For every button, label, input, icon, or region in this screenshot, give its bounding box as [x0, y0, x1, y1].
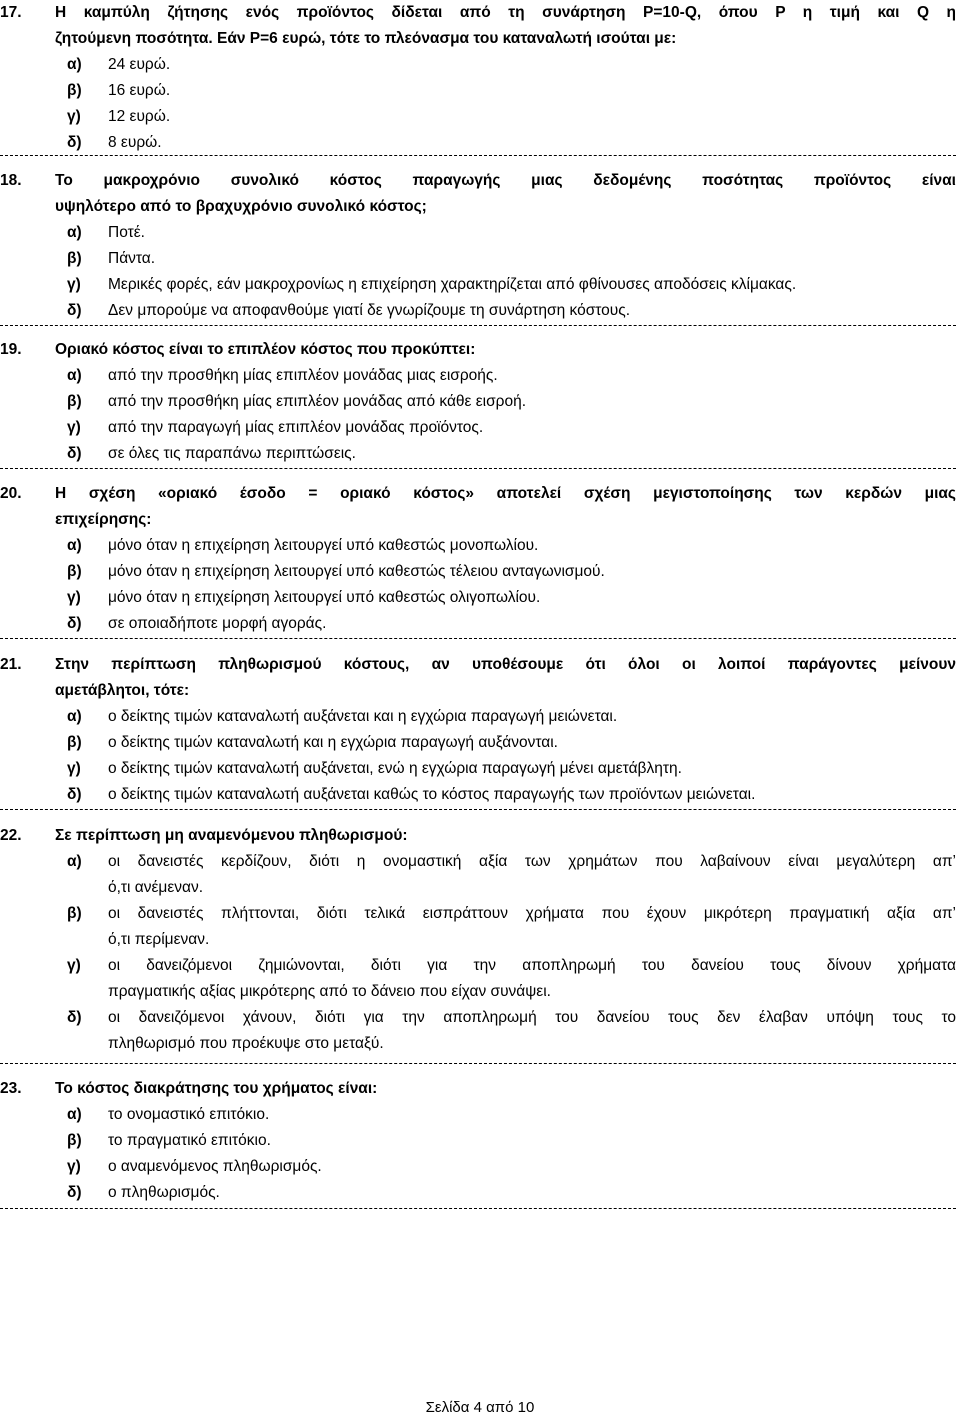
dashed-divider — [0, 1063, 956, 1064]
question-number: 18. — [0, 172, 22, 189]
answer-label: α) — [67, 1106, 82, 1123]
answer-text: Ποτέ. — [108, 224, 145, 241]
question-stem: Σε περίπτωση μη αναμενόμενου πληθωρισμού: — [55, 827, 408, 844]
answer-label: γ) — [67, 589, 81, 606]
answer-label: γ) — [67, 419, 81, 436]
answer-label: γ) — [67, 108, 81, 125]
answer-label: δ) — [67, 1009, 82, 1026]
answer-text: το ονομαστικό επιτόκιο. — [108, 1106, 270, 1123]
answer-label: δ) — [67, 302, 82, 319]
answer-option — [0, 1005, 960, 1057]
answer-label: β) — [67, 250, 82, 267]
answer-option — [0, 1128, 960, 1154]
answer-option — [0, 849, 960, 901]
question-stem-continued: ζητούμενη ποσότητα. Εάν P=6 ευρώ, τότε το πλεόνασμα του καταναλωτή ισούται με: — [55, 30, 677, 47]
answer-option — [0, 559, 960, 585]
answer-option — [0, 730, 960, 756]
answer-text: ο δείκτης τιμών καταναλωτή αυξάνεται καθώς το κόστος παραγωγής των προϊόντων μειώνεται. — [108, 786, 756, 803]
answer-text-continued: ό,τι περίμεναν. — [108, 931, 210, 948]
dashed-divider — [0, 1208, 956, 1209]
question-23 — [0, 1076, 960, 1206]
answer-text: οι δανειζόμενοι ζημιώνονται, διότι για την αποπληρωμή του δανείου τους δίνουν χρήματα — [108, 957, 956, 974]
answer-label: α) — [67, 708, 82, 725]
answer-label: β) — [67, 82, 82, 99]
answer-label: γ) — [67, 1158, 81, 1175]
question-number: 19. — [0, 341, 22, 358]
answer-text: από την προσθήκη μίας επιπλέον μονάδας μιας εισροής. — [108, 367, 498, 384]
answer-option — [0, 415, 960, 441]
answer-option — [0, 901, 960, 953]
answer-label: γ) — [67, 957, 81, 974]
answer-text: το πραγματικό επιτόκιο. — [108, 1132, 271, 1149]
answer-text: 16 ευρώ. — [108, 82, 171, 99]
answer-option — [0, 246, 960, 272]
answer-option — [0, 78, 960, 104]
answer-text: ο πληθωρισμός. — [108, 1184, 220, 1201]
dashed-divider — [0, 155, 956, 156]
answer-text: σε οποιαδήποτε μορφή αγοράς. — [108, 615, 327, 632]
question-20 — [0, 481, 960, 637]
answer-text: ο δείκτης τιμών καταναλωτή αυξάνεται, ενώ η εγχώρια παραγωγή μένει αμετάβλητη. — [108, 760, 682, 777]
answer-text: Πάντα. — [108, 250, 156, 267]
answer-label: δ) — [67, 615, 82, 632]
answer-text: μόνο όταν η επιχείρηση λειτουργεί υπό καθεστώς μονοπωλίου. — [108, 537, 539, 554]
answer-text: μόνο όταν η επιχείρηση λειτουργεί υπό καθεστώς ολιγοπωλίου. — [108, 589, 541, 606]
answer-label: α) — [67, 853, 82, 870]
question-number: 17. — [0, 4, 22, 21]
question-number: 22. — [0, 827, 22, 844]
dashed-divider — [0, 809, 956, 810]
question-18 — [0, 168, 960, 324]
answer-text: ο δείκτης τιμών καταναλωτή και η εγχώρια παραγωγή αυξάνονται. — [108, 734, 558, 751]
answer-option — [0, 220, 960, 246]
question-number: 23. — [0, 1080, 22, 1097]
answer-text: οι δανειζόμενοι χάνουν, διότι για την αποπληρωμή του δανείου τους δεν έλαβαν υπόψη τους το — [108, 1009, 956, 1026]
answer-option — [0, 953, 960, 1005]
answer-label: δ) — [67, 445, 82, 462]
question-17 — [0, 0, 960, 156]
question-22 — [0, 823, 960, 1057]
answer-label: δ) — [67, 134, 82, 151]
answer-label: γ) — [67, 276, 81, 293]
answer-option — [0, 782, 960, 808]
question-stem: Οριακό κόστος είναι το επιπλέον κόστος που προκύπτει: — [55, 341, 476, 358]
answer-option — [0, 533, 960, 559]
answer-text: ο αναμενόμενος πληθωρισμός. — [108, 1158, 322, 1175]
question-number: 20. — [0, 485, 22, 502]
answer-option — [0, 611, 960, 637]
answer-option — [0, 389, 960, 415]
answer-option — [0, 52, 960, 78]
question-stem: Το μακροχρόνιο συνολικό κόστος παραγωγής μιας δεδομένης ποσότητας προϊόντος είναι — [55, 172, 956, 189]
answer-option — [0, 363, 960, 389]
question-19 — [0, 337, 960, 467]
answer-text: σε όλες τις παραπάνω περιπτώσεις. — [108, 445, 356, 462]
answer-option — [0, 1154, 960, 1180]
dashed-divider — [0, 638, 956, 639]
answer-text: Δεν μπορούμε να αποφανθούμε γιατί δε γνωρίζουμε τη συνάρτηση κόστους. — [108, 302, 631, 319]
question-stem: Η καμπύλη ζήτησης ενός προϊόντος δίδεται από τη συνάρτηση P=10-Q, όπου P η τιμή και Q η — [55, 4, 956, 21]
answer-label: β) — [67, 393, 82, 410]
question-stem-continued: αμετάβλητοι, τότε: — [55, 682, 190, 699]
answer-text: Μερικές φορές, εάν μακροχρονίως η επιχείρηση χαρακτηρίζεται από φθίνουσες αποδόσεις κλίμακας. — [108, 276, 797, 293]
answer-text: από την παραγωγή μίας επιπλέον μονάδας προϊόντος. — [108, 419, 484, 436]
answer-option — [0, 1180, 960, 1206]
answer-option — [0, 585, 960, 611]
answer-option — [0, 272, 960, 298]
answer-option — [0, 130, 960, 156]
answer-label: α) — [67, 224, 82, 241]
answer-text: οι δανειστές πλήττονται, διότι τελικά εισπράττουν χρήματα που έχουν μικρότερη πραγματική αξία απ’ — [108, 905, 956, 922]
answer-option — [0, 441, 960, 467]
answer-text: ο δείκτης τιμών καταναλωτή αυξάνεται και η εγχώρια παραγωγή μειώνεται. — [108, 708, 618, 725]
question-21 — [0, 652, 960, 808]
page-number-footer: Σελίδα 4 από 10 — [425, 1399, 535, 1416]
dashed-divider — [0, 325, 956, 326]
answer-text: οι δανειστές κερδίζουν, διότι η ονομαστική αξία των χρημάτων που λαβαίνουν είναι μεγαλύτερη απ’ — [108, 853, 956, 870]
answer-text: 12 ευρώ. — [108, 108, 171, 125]
answer-option — [0, 104, 960, 130]
answer-text-continued: πληθωρισμό που προέκυψε στο μεταξύ. — [108, 1035, 384, 1052]
answer-label: δ) — [67, 1184, 82, 1201]
answer-option — [0, 704, 960, 730]
answer-text: 8 ευρώ. — [108, 134, 162, 151]
answer-text: 24 ευρώ. — [108, 56, 171, 73]
answer-label: α) — [67, 367, 82, 384]
answer-option — [0, 756, 960, 782]
question-stem: Η σχέση «οριακό έσοδο = οριακό κόστος» αποτελεί σχέση μεγιστοποίησης των κερδών μιας — [55, 485, 956, 502]
answer-text-continued: πραγματικής αξίας μικρότερης από το δάνειο που είχαν συνάψει. — [108, 983, 551, 1000]
question-stem: Στην περίπτωση πληθωρισμού κόστους, αν υποθέσουμε ότι όλοι οι λοιποί παράγοντες μείνουν — [55, 656, 956, 673]
answer-text: από την προσθήκη μίας επιπλέον μονάδας από κάθε εισροή. — [108, 393, 527, 410]
answer-label: γ) — [67, 760, 81, 777]
answer-label: β) — [67, 905, 82, 922]
question-stem: Το κόστος διακράτησης του χρήματος είναι: — [55, 1080, 378, 1097]
answer-label: β) — [67, 1132, 82, 1149]
question-number: 21. — [0, 656, 22, 673]
dashed-divider — [0, 468, 956, 469]
question-stem-continued: υψηλότερο από το βραχυχρόνιο συνολικό κόστος; — [55, 198, 427, 215]
answer-label: α) — [67, 537, 82, 554]
answer-text: μόνο όταν η επιχείρηση λειτουργεί υπό καθεστώς τέλειου ανταγωνισμού. — [108, 563, 605, 580]
answer-label: α) — [67, 56, 82, 73]
answer-label: β) — [67, 563, 82, 580]
answer-label: β) — [67, 734, 82, 751]
answer-option — [0, 298, 960, 324]
answer-option — [0, 1102, 960, 1128]
question-stem-continued: επιχείρησης: — [55, 511, 152, 528]
answer-text-continued: ό,τι ανέμεναν. — [108, 879, 204, 896]
answer-label: δ) — [67, 786, 82, 803]
